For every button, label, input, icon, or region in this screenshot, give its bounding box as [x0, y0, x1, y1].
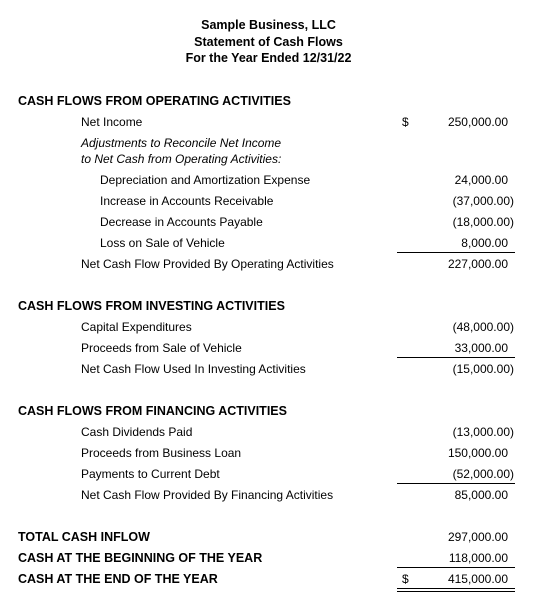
adjustments-row-2 — [0, 151, 537, 172]
investing-total-amount: (15,000.00) — [452, 362, 514, 376]
line-item-amount: (37,000.00) — [452, 194, 514, 208]
line-item-amount: 8,000.00 — [461, 236, 508, 250]
line-item — [0, 172, 537, 193]
subtotal-rule — [397, 357, 515, 358]
financing-heading-row — [0, 403, 537, 424]
adjustments-label-line2: to Net Cash from Operating Activities: — [81, 152, 282, 166]
line-item — [0, 214, 537, 235]
subtotal-rule — [397, 483, 515, 484]
adjustments-label-line1: Adjustments to Reconcile Net Income — [81, 136, 282, 150]
investing-heading-row — [0, 298, 537, 319]
total-inflow-amount: 297,000.00 — [447, 530, 508, 544]
line-item-amount: (52,000.00) — [452, 467, 514, 481]
investing-heading: CASH FLOWS FROM INVESTING ACTIVITIES — [18, 299, 285, 313]
line-item-label: Proceeds from Sale of Vehicle — [81, 341, 242, 355]
company-name: Sample Business, LLC — [201, 18, 336, 32]
operating-total-amount: 227,000.00 — [447, 257, 508, 271]
line-item-amount: 33,000.00 — [454, 341, 508, 355]
line-item-amount: 24,000.00 — [454, 173, 508, 187]
net-income-label: Net Income — [81, 115, 143, 129]
total-inflow-row — [0, 529, 537, 550]
line-item — [0, 424, 537, 445]
line-item-amount: 150,000.00 — [447, 446, 508, 460]
double-rule-bottom — [397, 591, 515, 592]
financing-total-row — [0, 487, 537, 508]
operating-total-label: Net Cash Flow Provided By Operating Activities — [81, 257, 334, 271]
line-item-amount: (18,000.00) — [452, 215, 514, 229]
line-item-label: Payments to Current Debt — [81, 467, 220, 481]
financing-total-label: Net Cash Flow Provided By Financing Activities — [81, 488, 334, 502]
investing-total-label: Net Cash Flow Used In Investing Activities — [81, 362, 306, 376]
line-item-amount: (48,000.00) — [452, 320, 514, 334]
line-item — [0, 445, 537, 466]
operating-heading: CASH FLOWS FROM OPERATING ACTIVITIES — [18, 94, 291, 108]
ending-cash-amount: 415,000.00 — [447, 572, 508, 586]
financing-total-amount: 85,000.00 — [454, 488, 508, 502]
subtotal-rule — [397, 252, 515, 253]
ending-cash-label: CASH AT THE END OF THE YEAR — [18, 572, 218, 586]
line-item-label: Loss on Sale of Vehicle — [100, 236, 225, 250]
net-income-currency: $ — [402, 115, 409, 129]
investing-total-row — [0, 361, 537, 382]
line-item — [0, 193, 537, 214]
line-item-label: Depreciation and Amortization Expense — [100, 173, 311, 187]
line-item-label: Capital Expenditures — [81, 320, 192, 334]
line-item-amount: (13,000.00) — [452, 425, 514, 439]
financing-heading: CASH FLOWS FROM FINANCING ACTIVITIES — [18, 404, 287, 418]
statement-period: For the Year Ended 12/31/22 — [185, 51, 352, 65]
double-rule-top — [397, 588, 515, 589]
line-item-label: Cash Dividends Paid — [81, 425, 193, 439]
total-inflow-label: TOTAL CASH INFLOW — [18, 530, 150, 544]
beginning-cash-label: CASH AT THE BEGINNING OF THE YEAR — [18, 551, 263, 565]
ending-cash-currency: $ — [402, 572, 409, 586]
operating-heading-row — [0, 93, 537, 114]
statement-title: Statement of Cash Flows — [194, 35, 343, 49]
net-income-amount: 250,000.00 — [447, 115, 508, 129]
beginning-cash-amount: 118,000.00 — [448, 551, 508, 565]
subtotal-rule — [397, 567, 515, 568]
operating-total-row — [0, 256, 537, 277]
net-income-row — [0, 114, 537, 135]
line-item-label: Proceeds from Business Loan — [81, 446, 242, 460]
line-item-label: Decrease in Accounts Payable — [100, 215, 263, 229]
line-item — [0, 319, 537, 340]
line-item-label: Increase in Accounts Receivable — [100, 194, 274, 208]
